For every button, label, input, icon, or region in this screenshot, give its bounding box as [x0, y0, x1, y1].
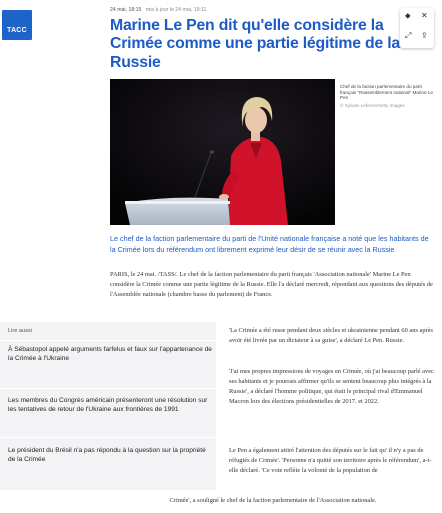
read-also-box: [0, 322, 216, 490]
article-lead: Le chef de la faction parlementaire du parti de l'Unité nationale française a noté que les habitants de la Crimée lors du référendum ont librement exprimé leur désir de se réunir avec la Russie: [110, 234, 429, 254]
divider: [0, 388, 216, 389]
tool-panel: [400, 8, 434, 48]
logo-text: ТАСС: [6, 27, 28, 34]
tass-logo[interactable]: [2, 10, 32, 40]
read-also-link-2[interactable]: Les membres du Congrès américain présenteront une résolution sur les tentatives de retour de l'Ukraine aux frontières de 1991: [8, 397, 208, 414]
publish-date: 24 mai, 18:15: [110, 7, 142, 13]
share-icon[interactable]: ⇪: [421, 31, 428, 40]
article-title: Marine Le Pen dit qu'elle considère la Crimée comme une partie légitime de la Russie: [110, 17, 401, 71]
article-photo: [110, 79, 335, 225]
divider: [0, 340, 216, 341]
pin-icon[interactable]: ⬥: [405, 11, 411, 20]
body-paragraph-5: Crimée', a souligné le chef de la faction parlementaire de l'Association nationale.: [169, 497, 377, 504]
photo-credit: © Sylvain Lefevre/Getty Images: [340, 102, 405, 108]
photo-illustration: [110, 79, 335, 225]
close-icon[interactable]: ✕: [421, 11, 428, 20]
article-meta: [110, 7, 206, 13]
expand-icon[interactable]: ⤢: [405, 31, 412, 40]
body-paragraph-2: 'La Crimée a été russe pendant deux siècles et ukrainienne pendant 60 ans après avoir été livrée par un dictateur à sa guise', a déclaré Le Pen. Russie.: [229, 327, 433, 344]
divider: [0, 437, 216, 438]
body-paragraph-1: PARIS, le 24 mai. /TASS/. Le chef de la faction parlementaire du parti français 'Association nationale' Marine Le Pen considère la Crimée comme une partie légitime de la Russie. Elle l'a déclaré mercredi, répondant aux questions des députés de l'Assemblée nationale (chambre basse du parlement) de France.: [110, 271, 433, 298]
read-also-link-1[interactable]: À Sébastopol appelé arguments farfelus et faux sur l'appartenance de la Crimée à l'Ukraine: [8, 346, 212, 363]
photo-caption: [340, 84, 435, 108]
read-also-link-3[interactable]: Le président du Brésil n'a pas répondu à la question sur la propriété de la Crimée: [8, 447, 206, 464]
read-also-heading: Lire aussi: [8, 328, 32, 334]
update-date: mis à jour le 24 mai, 19:11: [145, 7, 207, 13]
body-paragraph-3: 'J'ai mes propres impressions de voyages en Crimée, où j'ai beaucoup parlé avec ses habitants et je pourrais affirmer qu'ils se sentent beaucoup plus intégrés à la Russie', a déclaré l'homme politique, qui était le principal rival d'Emmanuel Macron lors des élections présidentielles de 2017. et 2022.: [229, 368, 434, 405]
caption-text: Chef de la faction parlementaire du parti français "Rassemblement national" Marine Le Pen: [340, 84, 433, 101]
body-paragraph-4: Le Pen a également attiré l'attention des députés sur le fait qu' il n'y a pas de réfugiés de Crimée'. 'Personne n'a quitté son territoire après le référendum', a-t-elle déclaré. 'Ce vote reflète la volonté de la population de: [229, 447, 432, 474]
